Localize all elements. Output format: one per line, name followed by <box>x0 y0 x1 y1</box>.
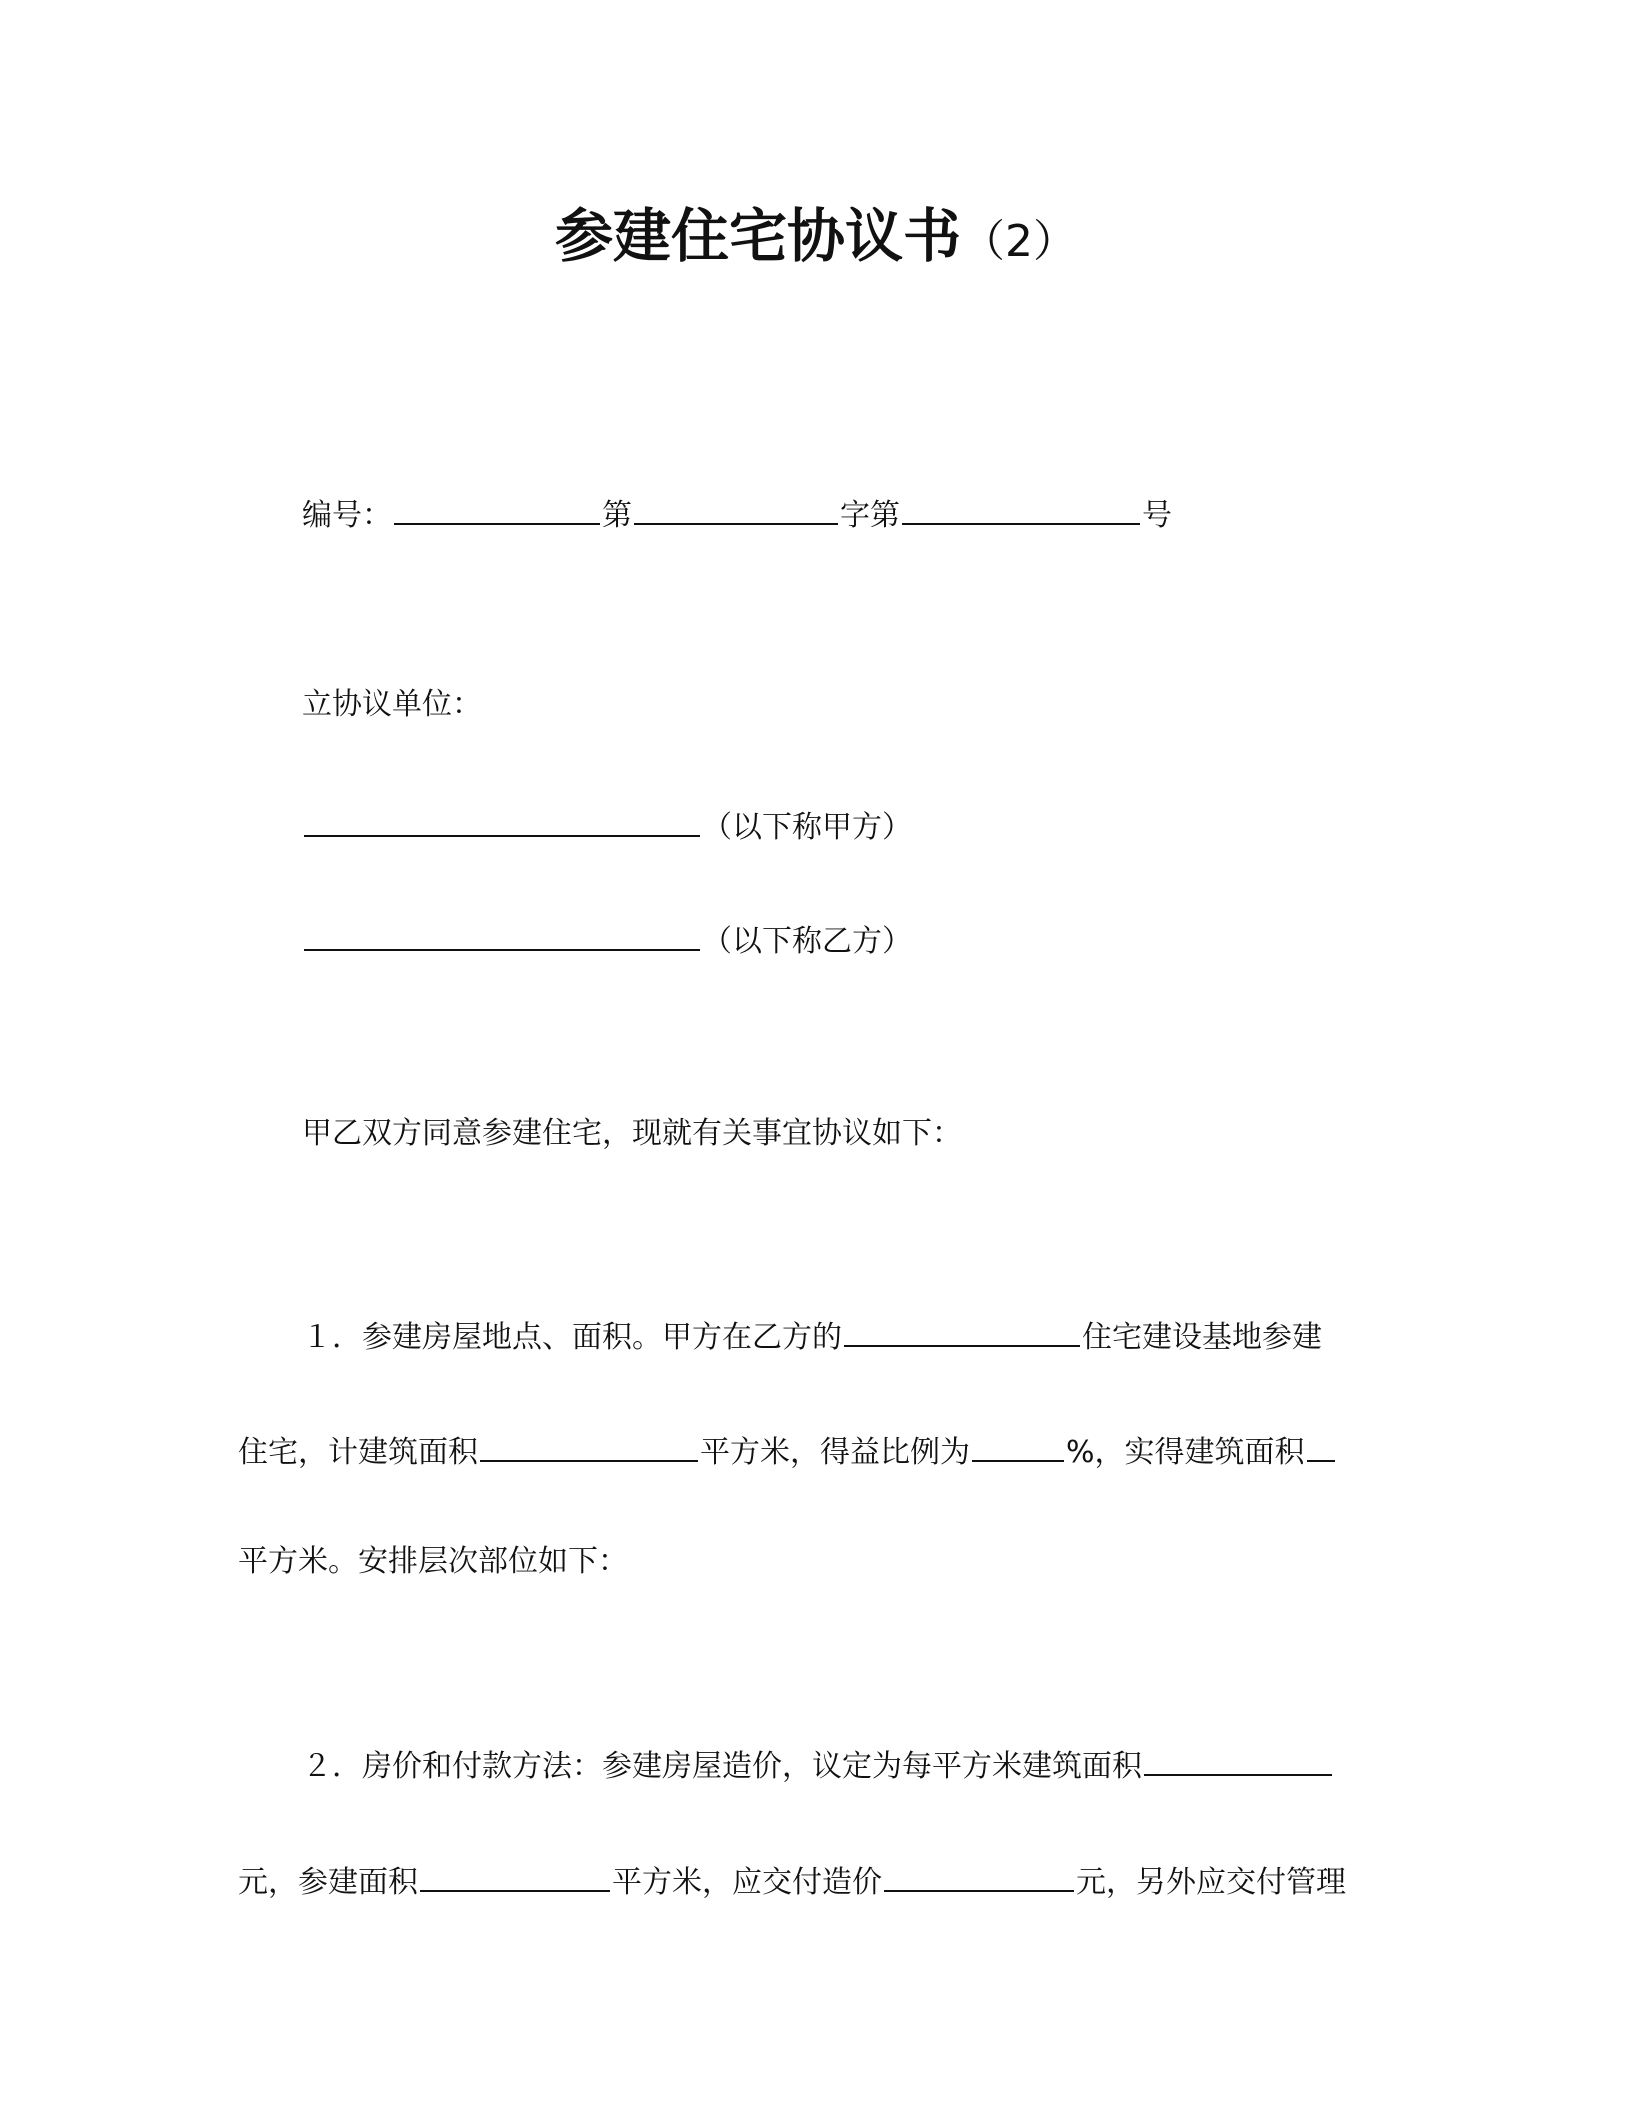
clause2-blank-cost <box>884 1854 1074 1892</box>
clause1-text-2: 住宅建设基地参建 <box>1082 1320 1322 1355</box>
document-title <box>0 196 1632 282</box>
intro-paragraph: 甲乙双方同意参建住宅，现就有关事宜协议如下： <box>302 1116 962 1151</box>
party-a-suffix: （以下称甲方） <box>702 810 912 845</box>
clause2-text-2: 元，参建面积 <box>238 1865 418 1900</box>
code-zidi: 字第 <box>840 498 900 533</box>
clause1-text-1: １．参建房屋地点、面积。甲方在乙方的 <box>302 1320 842 1355</box>
code-blank-2 <box>634 487 838 525</box>
clause2-text-3: 平方米，应交付造价 <box>612 1865 882 1900</box>
clause2-line2 <box>238 1854 1346 1905</box>
clause1-text-3: 住宅，计建筑面积 <box>238 1435 478 1470</box>
clause1-text-4: 平方米，得益比例为 <box>700 1435 970 1470</box>
parties-label: 立协议单位： <box>302 687 482 722</box>
code-hao: 号 <box>1142 498 1172 533</box>
clause1-line1 <box>302 1309 1322 1360</box>
clause1-blank-ratio <box>972 1424 1064 1462</box>
party-b-blank <box>304 913 700 951</box>
party-b-line <box>302 913 912 964</box>
clause1-blank-site <box>844 1309 1080 1347</box>
clause1-text-5: %，实得建筑面积 <box>1066 1435 1305 1470</box>
clause1-blank-area <box>480 1424 698 1462</box>
clause2-blank-price <box>1144 1738 1332 1776</box>
code-di: 第 <box>602 498 632 533</box>
clause1-blank-actual <box>1307 1424 1335 1462</box>
clause1-line2 <box>238 1424 1337 1475</box>
party-a-line <box>302 799 912 850</box>
code-blank-3 <box>902 487 1140 525</box>
code-label: 编号： <box>302 498 392 533</box>
clause2-line1 <box>302 1738 1334 1789</box>
clause2-text-4: 元，另外应交付管理 <box>1076 1865 1346 1900</box>
title-text: 参建住宅协议书 <box>554 202 961 270</box>
clause2-blank-area <box>420 1854 610 1892</box>
code-line <box>302 487 1172 538</box>
clause2-text-1: ２．房价和付款方法：参建房屋造价，议定为每平方米建筑面积 <box>302 1749 1142 1784</box>
party-a-blank <box>304 799 700 837</box>
title-number: （2） <box>961 216 1077 267</box>
code-blank-1 <box>394 487 600 525</box>
party-b-suffix: （以下称乙方） <box>702 924 912 959</box>
clause1-line3: 平方米。安排层次部位如下： <box>238 1544 628 1579</box>
